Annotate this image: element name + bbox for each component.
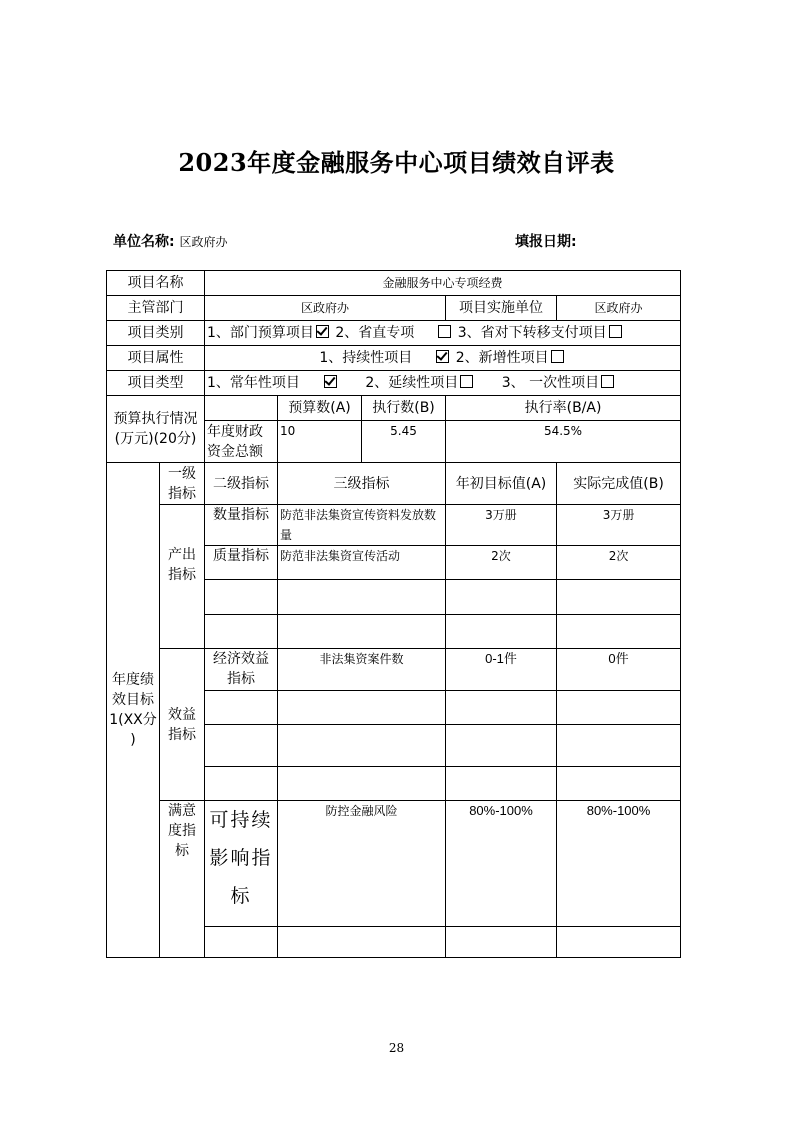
empty-cell: [446, 691, 557, 725]
category-label: 项目类别: [107, 321, 205, 346]
empty-cell: [278, 691, 446, 725]
category-opt3-label: 3、省对下转移支付项目: [457, 325, 607, 341]
r4-level2: 可持续影响指标: [205, 801, 278, 927]
checkbox-empty-icon: [438, 325, 451, 338]
type-opt1-label: 1、常年性项目: [207, 375, 300, 391]
budget-col-rate: 执行率(B/A): [446, 396, 681, 421]
checkbox-empty-icon: [460, 375, 473, 388]
unit-name: [113, 231, 228, 251]
category-opt2-label: 2、省直专项: [335, 325, 415, 341]
page-title: 2023年度金融服务中心项目绩效自评表: [178, 148, 615, 177]
r3-actual: 0件: [557, 649, 681, 691]
page-number: 28: [388, 1041, 405, 1055]
r1-target: 3万册: [446, 505, 557, 546]
empty-cell: [557, 615, 681, 649]
project-name-value: 金融服务中心专项经费: [205, 271, 681, 296]
empty-cell: [205, 767, 278, 801]
empty-cell: [205, 691, 278, 725]
attribute-opt2-label: 2、新增性项目: [455, 350, 549, 366]
empty-cell: [446, 615, 557, 649]
r2-actual: 2次: [557, 546, 681, 580]
goals-section-label: 年度绩效目标1(XX分 ): [107, 463, 160, 958]
checkbox-checked-icon: [324, 375, 337, 388]
r2-target: 2次: [446, 546, 557, 580]
budget-col-budget: 预算数(A): [278, 396, 362, 421]
budget-row-label: 年度财政资金总额: [205, 421, 278, 463]
empty-cell: [205, 580, 278, 615]
type-opt2-label: 2、延续性项目: [365, 375, 459, 391]
exec-value: 5.45: [362, 421, 446, 463]
header-actual: 实际完成值(B): [557, 463, 681, 505]
empty-cell: [446, 767, 557, 801]
r4-level3: 防控金融风险: [278, 801, 446, 927]
empty-cell: [205, 927, 278, 958]
empty-cell: [446, 580, 557, 615]
type-options: [205, 371, 681, 396]
checkbox-checked-icon: [436, 350, 449, 363]
r2-level3: 防范非法集资宣传活动: [278, 546, 446, 580]
checkbox-checked-icon: [316, 325, 329, 338]
empty-cell: [557, 580, 681, 615]
r4-actual: 80%-100%: [557, 801, 681, 927]
fill-date-label: 填报日期:: [515, 234, 577, 250]
empty-cell: [278, 767, 446, 801]
r2-level2: 质量指标: [205, 546, 278, 580]
r1-level2: 数量指标: [205, 505, 278, 546]
attribute-opt1-label: 1、持续性项目: [319, 350, 413, 366]
output-indicator-label: 产出指标: [160, 505, 205, 649]
impl-unit-label: 项目实施单位: [446, 296, 557, 321]
header-level3: 三级指标: [278, 463, 446, 505]
checkbox-empty-icon: [609, 325, 622, 338]
empty-cell: [278, 615, 446, 649]
department-value: 区政府办: [205, 296, 446, 321]
empty-cell: [557, 927, 681, 958]
benefit-indicator-label: 效益指标: [160, 649, 205, 801]
empty-cell: [446, 927, 557, 958]
budget-corner-cell: [205, 396, 278, 421]
empty-cell: [205, 615, 278, 649]
evaluation-table: [106, 270, 681, 958]
empty-cell: [557, 691, 681, 725]
unit-name-value: 区政府办: [179, 235, 228, 249]
r3-target: 0-1件: [446, 649, 557, 691]
empty-cell: [278, 927, 446, 958]
department-label: 主管部门: [107, 296, 205, 321]
type-label: 项目类型: [107, 371, 205, 396]
empty-cell: [446, 725, 557, 767]
rate-value: 54.5%: [446, 421, 681, 463]
project-name-label: 项目名称: [107, 271, 205, 296]
r3-level2: 经济效益指标: [205, 649, 278, 691]
attribute-options: [205, 346, 681, 371]
header-level1: 一级指标: [160, 463, 205, 505]
empty-cell: [278, 725, 446, 767]
empty-cell: [557, 767, 681, 801]
unit-name-label: 单位名称:: [113, 234, 175, 250]
budget-section-label: 预算执行情况(万元)(20分): [107, 396, 205, 463]
r1-level3: 防范非法集资宣传资料发放数量: [278, 505, 446, 546]
empty-cell: [557, 725, 681, 767]
budget-value: 10: [278, 421, 362, 463]
r3-level3: 非法集资案件数: [278, 649, 446, 691]
fill-date: [515, 231, 577, 251]
type-opt3-label: 3、 一次性项目: [501, 375, 600, 391]
satisfaction-indicator-label: 满意度指标: [160, 801, 205, 958]
empty-cell: [205, 725, 278, 767]
category-options: [205, 321, 681, 346]
category-opt1-label: 1、部门预算项目: [207, 325, 314, 341]
header-level2: 二级指标: [205, 463, 278, 505]
attribute-label: 项目属性: [107, 346, 205, 371]
r4-target: 80%-100%: [446, 801, 557, 927]
header-target: 年初目标值(A): [446, 463, 557, 505]
impl-unit-value: 区政府办: [557, 296, 681, 321]
budget-col-exec: 执行数(B): [362, 396, 446, 421]
empty-cell: [278, 580, 446, 615]
r1-actual: 3万册: [557, 505, 681, 546]
checkbox-empty-icon: [601, 375, 614, 388]
checkbox-empty-icon: [551, 350, 564, 363]
